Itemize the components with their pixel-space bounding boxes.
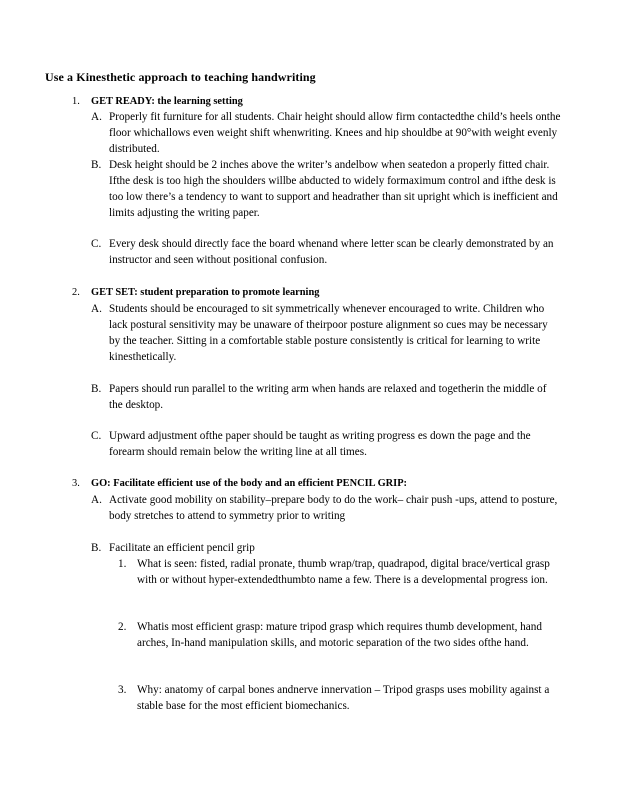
item-text: Properly fit furniture for all students. Chair height should allow firm contactedthe child’s heels onthe floor whichallows even weight shift whenwriting. Knees and hip shouldbe at 90°with weight evenly distributed.: [109, 111, 561, 155]
item-letter: A.: [91, 111, 102, 123]
item-text: Desk height should be 2 inches above the writer’s andelbow when seatedon a properly fitted chair. Ifthe desk is too high the shoulders willbe abducted to widely formaximum control and ifthe desk is too low there’s a tendency to want to support and headrather than sit upright which is inefficient and limits adjusting the writing paper.: [109, 159, 558, 219]
section-3-subitem-1: [118, 556, 558, 588]
section-3-heading-text: GO: Facilitate efficient use of the body and an efficient PENCIL GRIP:: [91, 478, 408, 489]
section-1-number: 1.: [72, 96, 80, 107]
subitem-text: What is seen: fisted, radial pronate, thumb wrap/trap, quadrapod, digital brace/vertical grasp with or without hyper-extendedthumbto name a few. There is a developmental progress ion.: [137, 558, 550, 586]
section-2-heading: [72, 285, 319, 301]
item-text: Upward adjustment ofthe paper should be taught as writing progress es down the page and the forearm should remain below the writing line at all times.: [109, 430, 531, 458]
section-2-item-b: [91, 381, 561, 413]
section-2-item-c: [91, 428, 561, 460]
item-letter: B.: [91, 542, 102, 554]
subitem-number: 3.: [118, 684, 127, 696]
section-1-item-b: [91, 157, 561, 221]
subitem-text: Whatis most efficient grasp: mature tripod grasp which requires thumb development, hand arches, In-hand manipulation skills, and motoric separation of the two sides ofthe hand.: [137, 621, 542, 649]
subitem-text: Why: anatomy of carpal bones andnerve innervation – Tripod grasps uses mobility against a stable base for the most efficient biomechanics.: [137, 684, 550, 712]
section-3-subitem-3: [118, 682, 558, 714]
item-text: Students should be encouraged to sit symmetrically whenever encouraged to write. Children who lack postural sensitivity may be unaware of theirpoor posture alignment so cues may be necessary by the teacher. Sitting in a comfortable stable posture consistently is critical for learning to write kinesthetically.: [109, 303, 548, 363]
item-text: Every desk should directly face the board whenand where letter scan be clearly demonstrated by an instructor and seen without positional confusion.: [109, 238, 554, 266]
subitem-number: 1.: [118, 558, 127, 570]
item-letter: A.: [91, 494, 102, 506]
item-text: Facilitate an efficient pencil grip: [109, 542, 255, 554]
item-letter: B.: [91, 159, 102, 171]
section-1-item-a: [91, 109, 561, 157]
section-2-number: 2.: [72, 287, 80, 298]
section-1-item-c: [91, 236, 561, 268]
section-3-item-b: [91, 540, 561, 556]
section-3-item-a: [91, 492, 561, 524]
subitem-number: 2.: [118, 621, 127, 633]
section-2-item-a: [91, 301, 561, 365]
document-title: Use a Kinesthetic approach to teaching handwriting: [45, 70, 316, 84]
item-letter: A.: [91, 303, 102, 315]
item-text: Activate good mobility on stability–prepare body to do the work– chair push -ups, attend to posture, body stretches to attend to symmetry prior to writing: [109, 494, 558, 522]
item-text: Papers should run parallel to the writing arm when hands are relaxed and togetherin the middle of the desktop.: [109, 383, 547, 411]
section-3-heading: [72, 476, 407, 492]
section-1-heading: [72, 94, 243, 110]
section-3-subitem-2: [118, 619, 558, 651]
item-letter: C.: [91, 238, 102, 250]
section-2-heading-text: GET SET: student preparation to promote learning: [91, 287, 320, 298]
item-letter: C.: [91, 430, 102, 442]
section-3-number: 3.: [72, 478, 80, 489]
section-1-heading-text: GET READY: the learning setting: [91, 96, 243, 107]
item-letter: B.: [91, 383, 102, 395]
